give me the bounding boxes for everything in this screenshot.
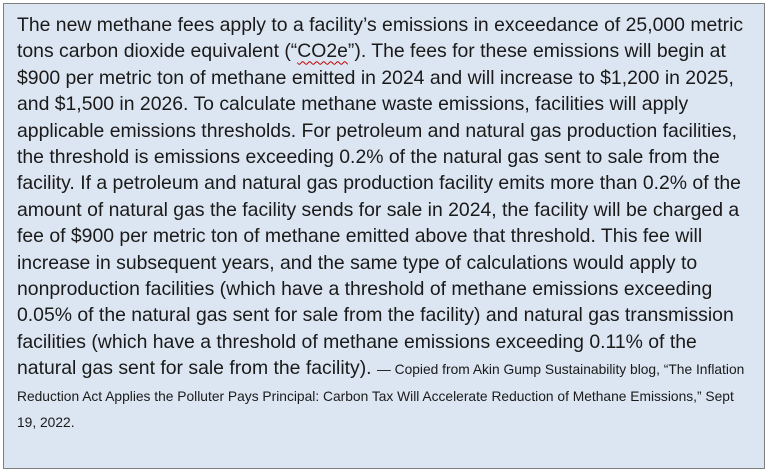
citation: — Copied from Akin Gump Sustainability blog, “The Inflation Reduction Act Applies the Polluter Pays Principal: Carbon Tax Will Accelerate Reduction of Methane Emissions,” Sept 19, 2022.: [17, 362, 745, 431]
quote-box: [3, 3, 765, 469]
quote-text-start: The new methane fees apply to a facility’s emissions in exceedance of 25,000 metric tons carbon dioxide equivalent (“: [17, 14, 744, 63]
co2e-abbreviation: CO2e: [297, 40, 348, 63]
quote-text-main: ”). The fees for these emissions will begin at $900 per metric ton of methane emitted in 2024 and will increase to $1,200 in 2025, and $1,500 in 2026. To calculate methane waste emissions, facilities will apply applicable emissions thresholds. For petroleum and natural gas production facilities, the threshold is emissions exceeding 0.2% of the natural gas sent to sale from the facility. If a petroleum and natural gas production facility emits more than 0.2% of the amount of natural gas the facility sends for sale in 2024, the facility will be charged a fee of $900 per metric ton of methane emitted above that threshold. This fee will increase in subsequent years, and the same type of calculations would apply to nonproduction facilities (which have a threshold of methane emissions exceeding 0.05% of the natural gas sent for sale from the facility) and natural gas transmission facilities (which have a threshold of methane emissions exceeding 0.11% of the natural gas sent for sale from the facility).: [17, 40, 741, 380]
quote-paragraph: [17, 12, 754, 435]
